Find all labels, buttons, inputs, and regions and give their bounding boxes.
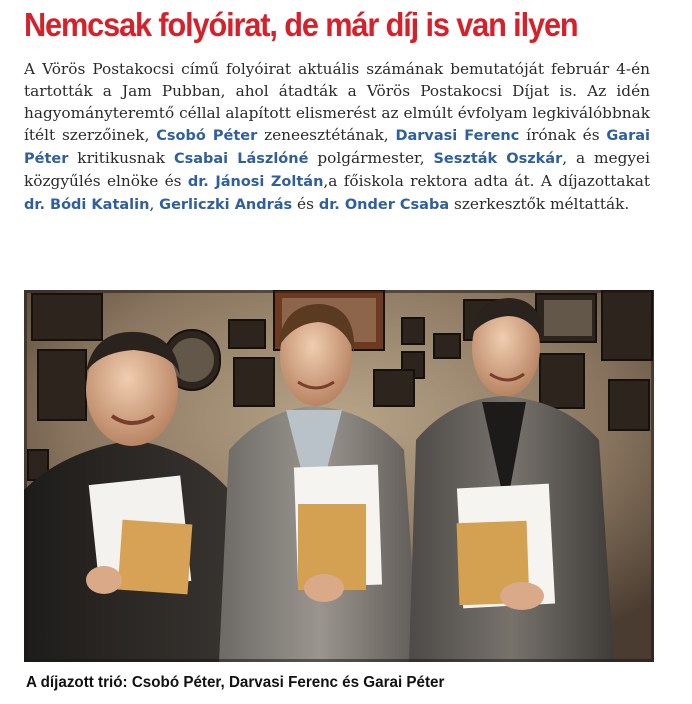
body-text-segment: , <box>149 195 160 213</box>
person-name: dr. Onder Csaba <box>318 197 450 213</box>
body-text-segment: szerkesztők méltatták. <box>449 195 630 213</box>
body-text-segment: polgármester, <box>308 149 434 167</box>
body-text-segment: írónak és <box>519 126 607 144</box>
person-name: Darvasi Ferenc <box>395 128 520 144</box>
person-name: Csobó Péter <box>156 128 258 144</box>
article-photo <box>24 290 654 662</box>
photo-illustration <box>24 290 654 662</box>
body-text-segment: ,a főiskola rektora adta át. A díjazottakat <box>323 172 651 190</box>
body-text-segment: és <box>292 195 319 213</box>
body-text-segment: zeneesztétának, <box>257 126 396 144</box>
body-text-segment: kritikusnak <box>68 149 174 167</box>
article-body <box>24 58 650 216</box>
photo-caption: A díjazott trió: Csobó Péter, Darvasi Ferenc és Garai Péter <box>26 674 445 691</box>
person-name: dr. Jánosi Zoltán <box>187 174 324 190</box>
person-name: Garai Péter <box>24 128 650 167</box>
body-text-segment: , a megyei közgyűlés elnöke és <box>24 149 650 190</box>
person-name: dr. Bódi Katalin <box>24 197 150 213</box>
body-text-segment: A Vörös Postakocsi című folyóirat aktuális számának bemutatóját február 4-én tartották a Jam Pubban, ahol átadták a Vörös Postakocsi Díjat is. Az idén hagyományteremtő céllal alapított elismerést az elmúlt évfolyam legkiválóbbnak ítélt szerzőinek, <box>24 60 650 144</box>
person-name: Seszták Oszkár <box>433 151 563 167</box>
person-name: Csabai Lászlóné <box>173 151 309 167</box>
person-name: Gerliczki András <box>159 197 293 213</box>
article-headline: Nemcsak folyóirat, de már díj is van ilyen <box>24 6 578 43</box>
